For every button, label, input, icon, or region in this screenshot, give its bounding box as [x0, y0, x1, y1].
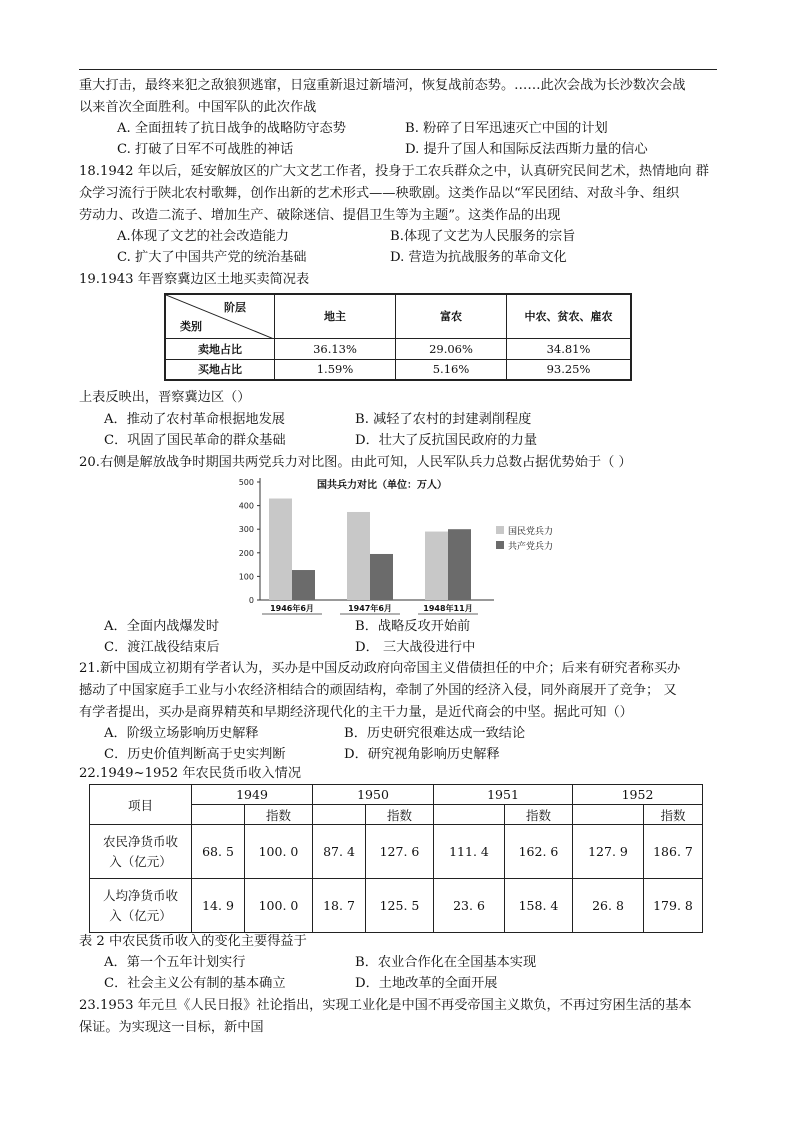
q21-option-d: D．研究视角影响历史解释 [344, 747, 500, 762]
row-label: 买地占比 [165, 359, 275, 380]
bar [448, 529, 471, 600]
value-header-empty [573, 805, 644, 825]
q18-option-b: B.体现了文艺为人民服务的宗旨 [390, 229, 576, 244]
y-tick-label: 500 [238, 478, 254, 487]
q19-stem: 上表反映出，晋察冀边区（） [79, 390, 251, 405]
q22-option-c: C．社会主义公有制的基本确立 [104, 976, 286, 991]
table-cell: 68. 5 [192, 825, 245, 879]
legend-label: 国民党兵力 [508, 527, 554, 537]
bar [370, 554, 393, 600]
index-header: 指数 [245, 805, 313, 825]
value-header-empty [313, 805, 366, 825]
q20-option-c: C．渡江战役结束后 [104, 640, 220, 655]
q19-option-c: C．巩固了国民革命的群众基础 [104, 433, 286, 448]
table-cell: 93.25% [507, 359, 632, 380]
x-tick-label: 1948年11月 [423, 604, 473, 613]
table-row [90, 879, 703, 933]
q20-option-d: D． 三大战役进行中 [355, 640, 476, 655]
year-header: 1952 [573, 785, 703, 805]
q17-option-c: C. 打破了日军不可战胜的神话 [117, 142, 294, 157]
table-corner-cell [165, 294, 275, 338]
corner-top-label: 阶层 [224, 301, 246, 314]
table-row [165, 359, 631, 380]
q22-stem: 表 2 中农民货币收入的变化主要得益于 [79, 934, 307, 949]
table-cell: 5.16% [396, 359, 507, 380]
index-header: 指数 [644, 805, 703, 825]
column-header: 富农 [396, 294, 507, 338]
q19-option-a: A．推动了农村革命根据地发展 [104, 412, 285, 427]
q18-option-d: D. 营造为抗战服务的革命文化 [390, 250, 567, 265]
q21-option-b: B．历史研究很难达成一致结论 [344, 726, 526, 741]
row-label: 卖地占比 [165, 338, 275, 359]
q17-option-a: A. 全面扭转了抗日战争的战略防守态势 [117, 121, 346, 136]
q22-option-b: B．农业合作化在全国基本实现 [355, 955, 537, 970]
table-cell: 26. 8 [573, 879, 644, 933]
table-cell: 36.13% [275, 338, 396, 359]
table-cell: 179. 8 [644, 879, 703, 933]
table-cell: 100. 0 [245, 825, 313, 879]
q21-line-1: 21.新中国成立初期有学者认为，买办是中国反动政府向帝国主义借债担任的中介；后来有研究者称买办 [79, 661, 681, 676]
q19-option-b: B. 减轻了农村的封建剥削程度 [355, 412, 532, 427]
y-tick-label: 100 [238, 572, 254, 582]
q23-line-2: 保证。为实现这一目标，新中国 [79, 1020, 264, 1035]
force-comparison-chart [232, 474, 574, 620]
q19-option-d: D．壮大了反抗国民政府的力量 [355, 433, 538, 448]
passage-line-1: 重大打击，最终来犯之敌狼狈逃窜，日寇重新退过新墙河，恢复战前态势。……此次会战为长沙数次会战 [79, 78, 686, 93]
column-header: 中农、贫农、雇农 [507, 294, 632, 338]
chart-title: 国共兵力对比（单位：万人） [317, 480, 447, 491]
table-cell: 29.06% [396, 338, 507, 359]
passage-line-2: 以来首次全面胜利。中国军队的此次作战 [79, 100, 317, 115]
y-tick-label: 400 [238, 501, 254, 511]
table-cell: 23. 6 [434, 879, 505, 933]
q23-line-1: 23.1953 年元旦《人民日报》社论指出，实现工业化是中国不再受帝国主义欺负，不再过穷困生活的基本 [79, 998, 692, 1013]
q19-title: 19.1943 年晋察冀边区土地买卖简况表 [79, 272, 310, 287]
row-label: 人均净货币收 入（亿元） [90, 879, 192, 933]
q22-title: 22.1949~1952 年农民货币收入情况 [79, 766, 302, 781]
q18-option-a: A.体现了文艺的社会改造能力 [117, 229, 289, 244]
table-row [90, 825, 703, 879]
table-cell: 87. 4 [313, 825, 366, 879]
y-tick-label: 0 [248, 596, 254, 605]
table-cell: 100. 0 [245, 879, 313, 933]
value-header-empty [192, 805, 245, 825]
year-header: 1951 [434, 785, 573, 805]
q21-option-a: A．阶级立场影响历史解释 [104, 726, 259, 741]
q20-option-a: A．全面内战爆发时 [104, 619, 220, 634]
q21-line-2: 撼动了中国家庭手工业与小农经济相结合的顽固结构，牵制了外国的经济入侵，同外商展开了竞争； 又 [79, 683, 677, 698]
bar [425, 532, 448, 600]
x-tick-label: 1946年6月 [270, 604, 314, 613]
q17-option-b: B. 粉碎了日军迅速灭亡中国的计划 [405, 121, 608, 136]
x-tick-label: 1947年6月 [348, 604, 392, 613]
q18-line-2: 众学习流行于陕北农村歌舞，创作出新的艺术形式——秧歌剧。这类作品以“军民团结、对敌斗争、组织 [79, 186, 680, 201]
q20-option-b: B．战略反攻开始前 [355, 619, 471, 634]
table-row [165, 338, 631, 359]
table-cell: 34.81% [507, 338, 632, 359]
table-cell: 14. 9 [192, 879, 245, 933]
table-cell: 127. 6 [366, 825, 434, 879]
legend-swatch [496, 526, 504, 534]
row-label: 农民净货币收 入（亿元） [90, 825, 192, 879]
q18-line-1: 18.1942 年以后，延安解放区的广大文艺工作者，投身于工农兵群众之中，认真研究民间艺术，热情地向 群 [79, 164, 709, 179]
table-cell: 127. 9 [573, 825, 644, 879]
table-cell: 1.59% [275, 359, 396, 380]
q22-option-d: D．土地改革的全面开展 [355, 976, 498, 991]
table-cell: 158. 4 [505, 879, 573, 933]
column-header: 地主 [275, 294, 396, 338]
header-rule [79, 69, 717, 70]
q20-stem: 20.右侧是解放战争时期国共两党兵力对比图。由此可知，人民军队兵力总数占据优势始于（ ） [79, 455, 632, 470]
table-cell: 162. 6 [505, 825, 573, 879]
q17-option-d: D. 提升了国人和国际反法西斯力量的信心 [405, 142, 648, 157]
item-header: 项目 [90, 785, 192, 825]
table-cell: 111. 4 [434, 825, 505, 879]
land-trade-table [164, 293, 632, 381]
corner-bottom-label: 类别 [180, 319, 202, 333]
table-cell: 186. 7 [644, 825, 703, 879]
year-header: 1950 [313, 785, 434, 805]
bar [292, 570, 315, 600]
value-header-empty [434, 805, 505, 825]
table-cell: 125. 5 [366, 879, 434, 933]
y-tick-label: 300 [238, 525, 254, 535]
income-table [89, 784, 703, 933]
q21-option-c: C．历史价值判断高于史实判断 [104, 747, 286, 762]
bar [347, 512, 370, 600]
legend-label: 共产党兵力 [508, 542, 554, 552]
q18-option-c: C. 扩大了中国共产党的统治基础 [117, 250, 307, 265]
q22-option-a: A．第一个五年计划实行 [104, 955, 246, 970]
q21-line-3: 有学者提出，买办是商界精英和早期经济现代化的主干力量，是近代商会的中坚。据此可知（） [79, 705, 633, 720]
index-header: 指数 [505, 805, 573, 825]
legend-swatch [496, 541, 504, 549]
year-header: 1949 [192, 785, 313, 805]
bar [269, 499, 292, 600]
y-tick-label: 200 [238, 548, 254, 558]
q18-line-3: 劳动力、改造二流子、增加生产、破除迷信、提倡卫生等为主题”。这类作品的出现 [79, 208, 561, 223]
table-cell: 18. 7 [313, 879, 366, 933]
index-header: 指数 [366, 805, 434, 825]
